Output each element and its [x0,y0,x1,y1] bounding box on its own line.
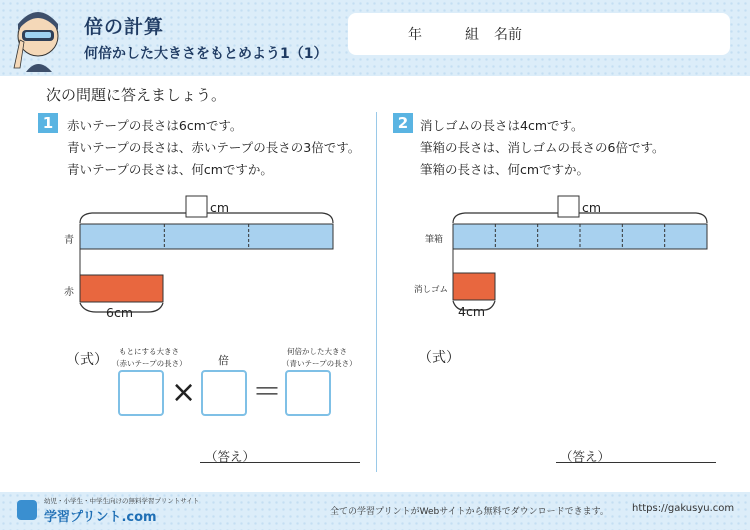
problem2-unit-cm: cm [582,200,602,215]
times-sign: × [171,375,197,410]
problem1-answer-label: （答え） [205,449,256,464]
problem1-blue-tape [80,224,333,249]
problem2-answer-label: （答え） [560,449,611,464]
worksheet-subtitle: 何倍かした大きさをもとめよう1（1） [84,46,328,62]
problem1-line-3: 青いテープの長さは、何cmですか。 [67,162,273,177]
instruction-text: 次の問題に答えましょう。 [46,86,227,104]
problem1-red-label: 赤 [64,287,74,298]
problem1-tape-diagram [80,196,333,312]
worksheet-title: 倍の計算 [84,16,165,38]
problem-number-badge: 1 [38,113,58,133]
class-label: 組 [465,27,479,43]
problem2-red-label: 消しゴム [414,285,449,295]
site-logo-text[interactable]: 学習プリント.com [44,510,157,525]
problem1-caption-times: 倍 [218,354,229,367]
year-label: 年 [408,27,422,43]
problem2-top-brace [453,213,707,223]
problem2-line-1: 消しゴムの長さは4cmです。 [420,118,584,133]
footer-note: 全ての学習プリントがWebサイトから無料でダウンロードできます。 [330,507,609,517]
problem1-caption-base-sub: （赤いテープの長さ） [112,359,187,368]
problem2-answer-line[interactable] [556,462,716,463]
problem2-line-3: 筆箱の長さは、何cmですか。 [420,162,590,177]
footer [0,492,750,530]
problem1-red-length: 6cm [106,305,134,320]
problem2-line-2: 筆箱の長さは、消しゴムの長さの6倍です。 [420,140,665,155]
name-label: 名前 [494,27,522,43]
problem1-result-input-box[interactable] [285,370,331,416]
problem1-red-tape [80,275,163,302]
problem1-base-input-box[interactable] [118,370,164,416]
logo-icon [17,500,37,520]
problem-number-badge: 2 [393,113,413,133]
problem1-caption-base: もとにする大きさ [119,347,179,356]
problem1-multiple-input-box[interactable] [201,370,247,416]
problem1-caption-result: 何倍かした大きさ [287,347,347,356]
problem1-blue-label: 青 [64,235,74,246]
problem2-red-tape [453,273,495,300]
problem2-tape-diagram [453,196,707,310]
problem1-answer-line[interactable] [200,462,360,463]
problem2-red-length: 4cm [458,304,486,319]
problem1-caption-result-sub: （青いテープの長さ） [282,359,357,368]
problem2-blue-label: 筆箱 [425,235,444,245]
problem1-unit-cm: cm [210,200,230,215]
logo-tagline: 幼児・小学生・中学生向けの無料学習プリントサイト [44,497,200,505]
footer-url[interactable]: https://gakusyu.com [632,503,735,514]
problem1-line-1: 赤いテープの長さは6cmです。 [67,118,243,133]
problem2-formula-label: （式） [418,350,460,366]
problem1-answer-blank [186,196,207,217]
problem2-answer-blank [558,196,579,217]
problem1-formula-label: （式） [66,352,108,368]
problem1-line-2: 青いテープの長さは、赤いテープの長さの3倍です。 [67,140,361,155]
equals-sign: ＝ [252,375,282,410]
